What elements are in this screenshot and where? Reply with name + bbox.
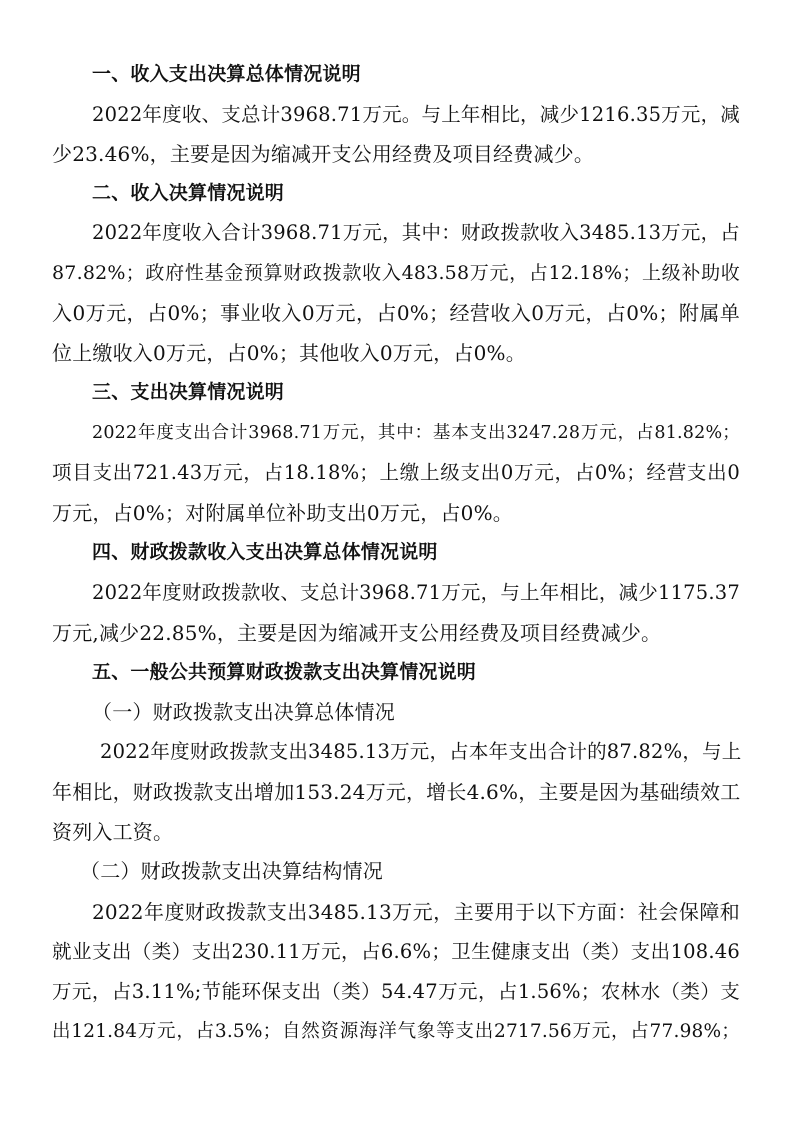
section-heading-1: 一、收入支出决算总体情况说明 [92,63,361,85]
paragraph-line: 87.82%；政府性基金预算财政拨款收入483.58万元，占12.18%；上级补助收 [52,262,740,284]
section-heading-4: 四、财政拨款收入支出决算总体情况说明 [92,541,438,563]
paragraph-line: 就业支出（类）支出230.11万元，占6.6%；卫生健康支出（类）支出108.46 [52,940,740,963]
paragraph-line: 万元,减少22.85%，主要是因为缩减开支公用经费及项目经费减少。 [52,621,662,645]
section-heading-2: 二、收入决算情况说明 [92,182,285,204]
paragraph-line: 万元，占3.11%;节能环保支出（类）54.47万元，占1.56%；农林水（类）支 [52,980,740,1003]
subsection-heading-2: （二）财政拨款支出决算结构情况 [80,859,383,883]
section-heading-5: 五、一般公共预算财政拨款支出决算情况说明 [92,661,477,683]
paragraph-line: 2022年度收入合计3968.71万元，其中：财政拨款收入3485.13万元，占 [92,221,740,244]
paragraph-line: 年相比，财政拨款支出增加153.24万元，增长4.6%，主要是因为基础绩效工 [52,780,741,804]
paragraph-line: 2022年度支出合计3968.71万元，其中：基本支出3247.28万元，占81.82%； [92,423,740,443]
paragraph-line: 2022年度财政拨款支出3485.13万元，主要用于以下方面：社会保障和 [92,900,740,924]
section-heading-3: 三、支出决算情况说明 [92,381,285,403]
paragraph-line: 2022年度财政拨款收、支总计3968.71万元，与上年相比，减少1175.37 [92,581,740,604]
paragraph-line: 2022年度收、支总计3968.71万元。与上年相比，减少1216.35万元，减 [92,103,740,126]
paragraph-line: 2022年度财政拨款支出3485.13万元，占本年支出合计的87.82%，与上 [100,740,742,763]
subsection-heading-1: （一）财政拨款支出决算总体情况 [92,700,395,724]
paragraph-line: 少23.46%，主要是因为缩减开支公用经费及项目经费减少。 [52,142,595,166]
paragraph-line: 项目支出721.43万元，占18.18%；上缴上级支出0万元，占0%；经营支出0 [52,461,740,484]
paragraph-line: 位上缴收入0万元，占0%；其他收入0万元，占0%。 [52,341,526,365]
paragraph-line: 入0万元，占0%；事业收入0万元，占0%；经营收入0万元，占0%；附属单 [52,301,740,325]
paragraph-line: 资列入工资。 [52,820,174,844]
paragraph-line: 出121.84万元，占3.5%；自然资源海洋气象等支出2717.56万元，占77.98%； [52,1021,740,1042]
paragraph-line: 万元，占0%；对附属单位补助支出0万元，占0%。 [52,501,513,525]
